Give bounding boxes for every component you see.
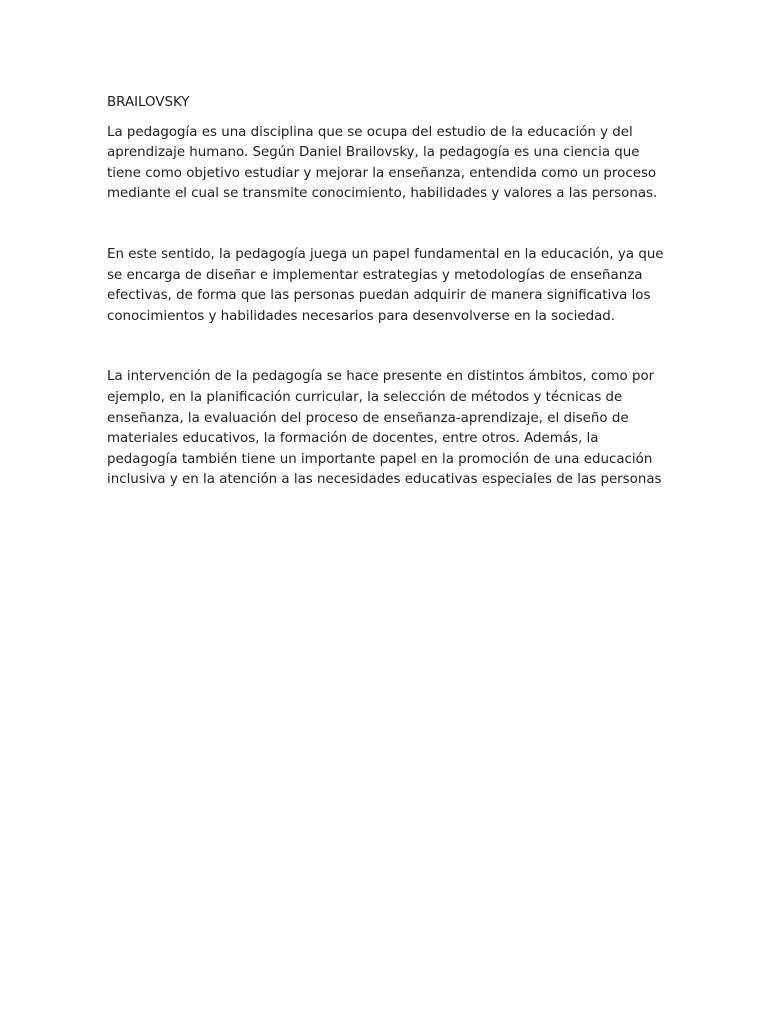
- paragraph-3: La intervención de la pedagogía se hace presente en distintos ámbitos, como por ejemplo, en la planificación curricular, la selección de métodos y técnicas de enseñanza, la evaluación del proceso de enseñanza-aprendizaje, el diseño de materiales educativos, la formación de docentes, entre otros. Además, la pedagogía también tiene un importante papel en la promoción de una educación inclusiva y en la atención a las necesidades educativas especiales de las personas: [107, 369, 662, 488]
- paragraph-2: En este sentido, la pedagogía juega un papel fundamental en la educación, ya que se encarga de diseñar e implementar estrategias y metodologías de enseñanza efectivas, de forma que las personas puedan adquirir de manera significativa los conocimientos y habilidades necesarios para desenvolverse en la sociedad.: [107, 246, 664, 324]
- paragraph-1: La pedagogía es una disciplina que se ocupa del estudio de la educación y del aprendizaje humano. Según Daniel Brailovsky, la pedagogía es una ciencia que tiene como objetivo estudiar y mejorar la enseñanza, entendida como un proceso mediante el cual se transmite conocimiento, habilidades y valores a las personas.: [107, 124, 658, 202]
- document-body: [107, 93, 667, 491]
- document-title: BRAILOVSKY: [107, 95, 190, 110]
